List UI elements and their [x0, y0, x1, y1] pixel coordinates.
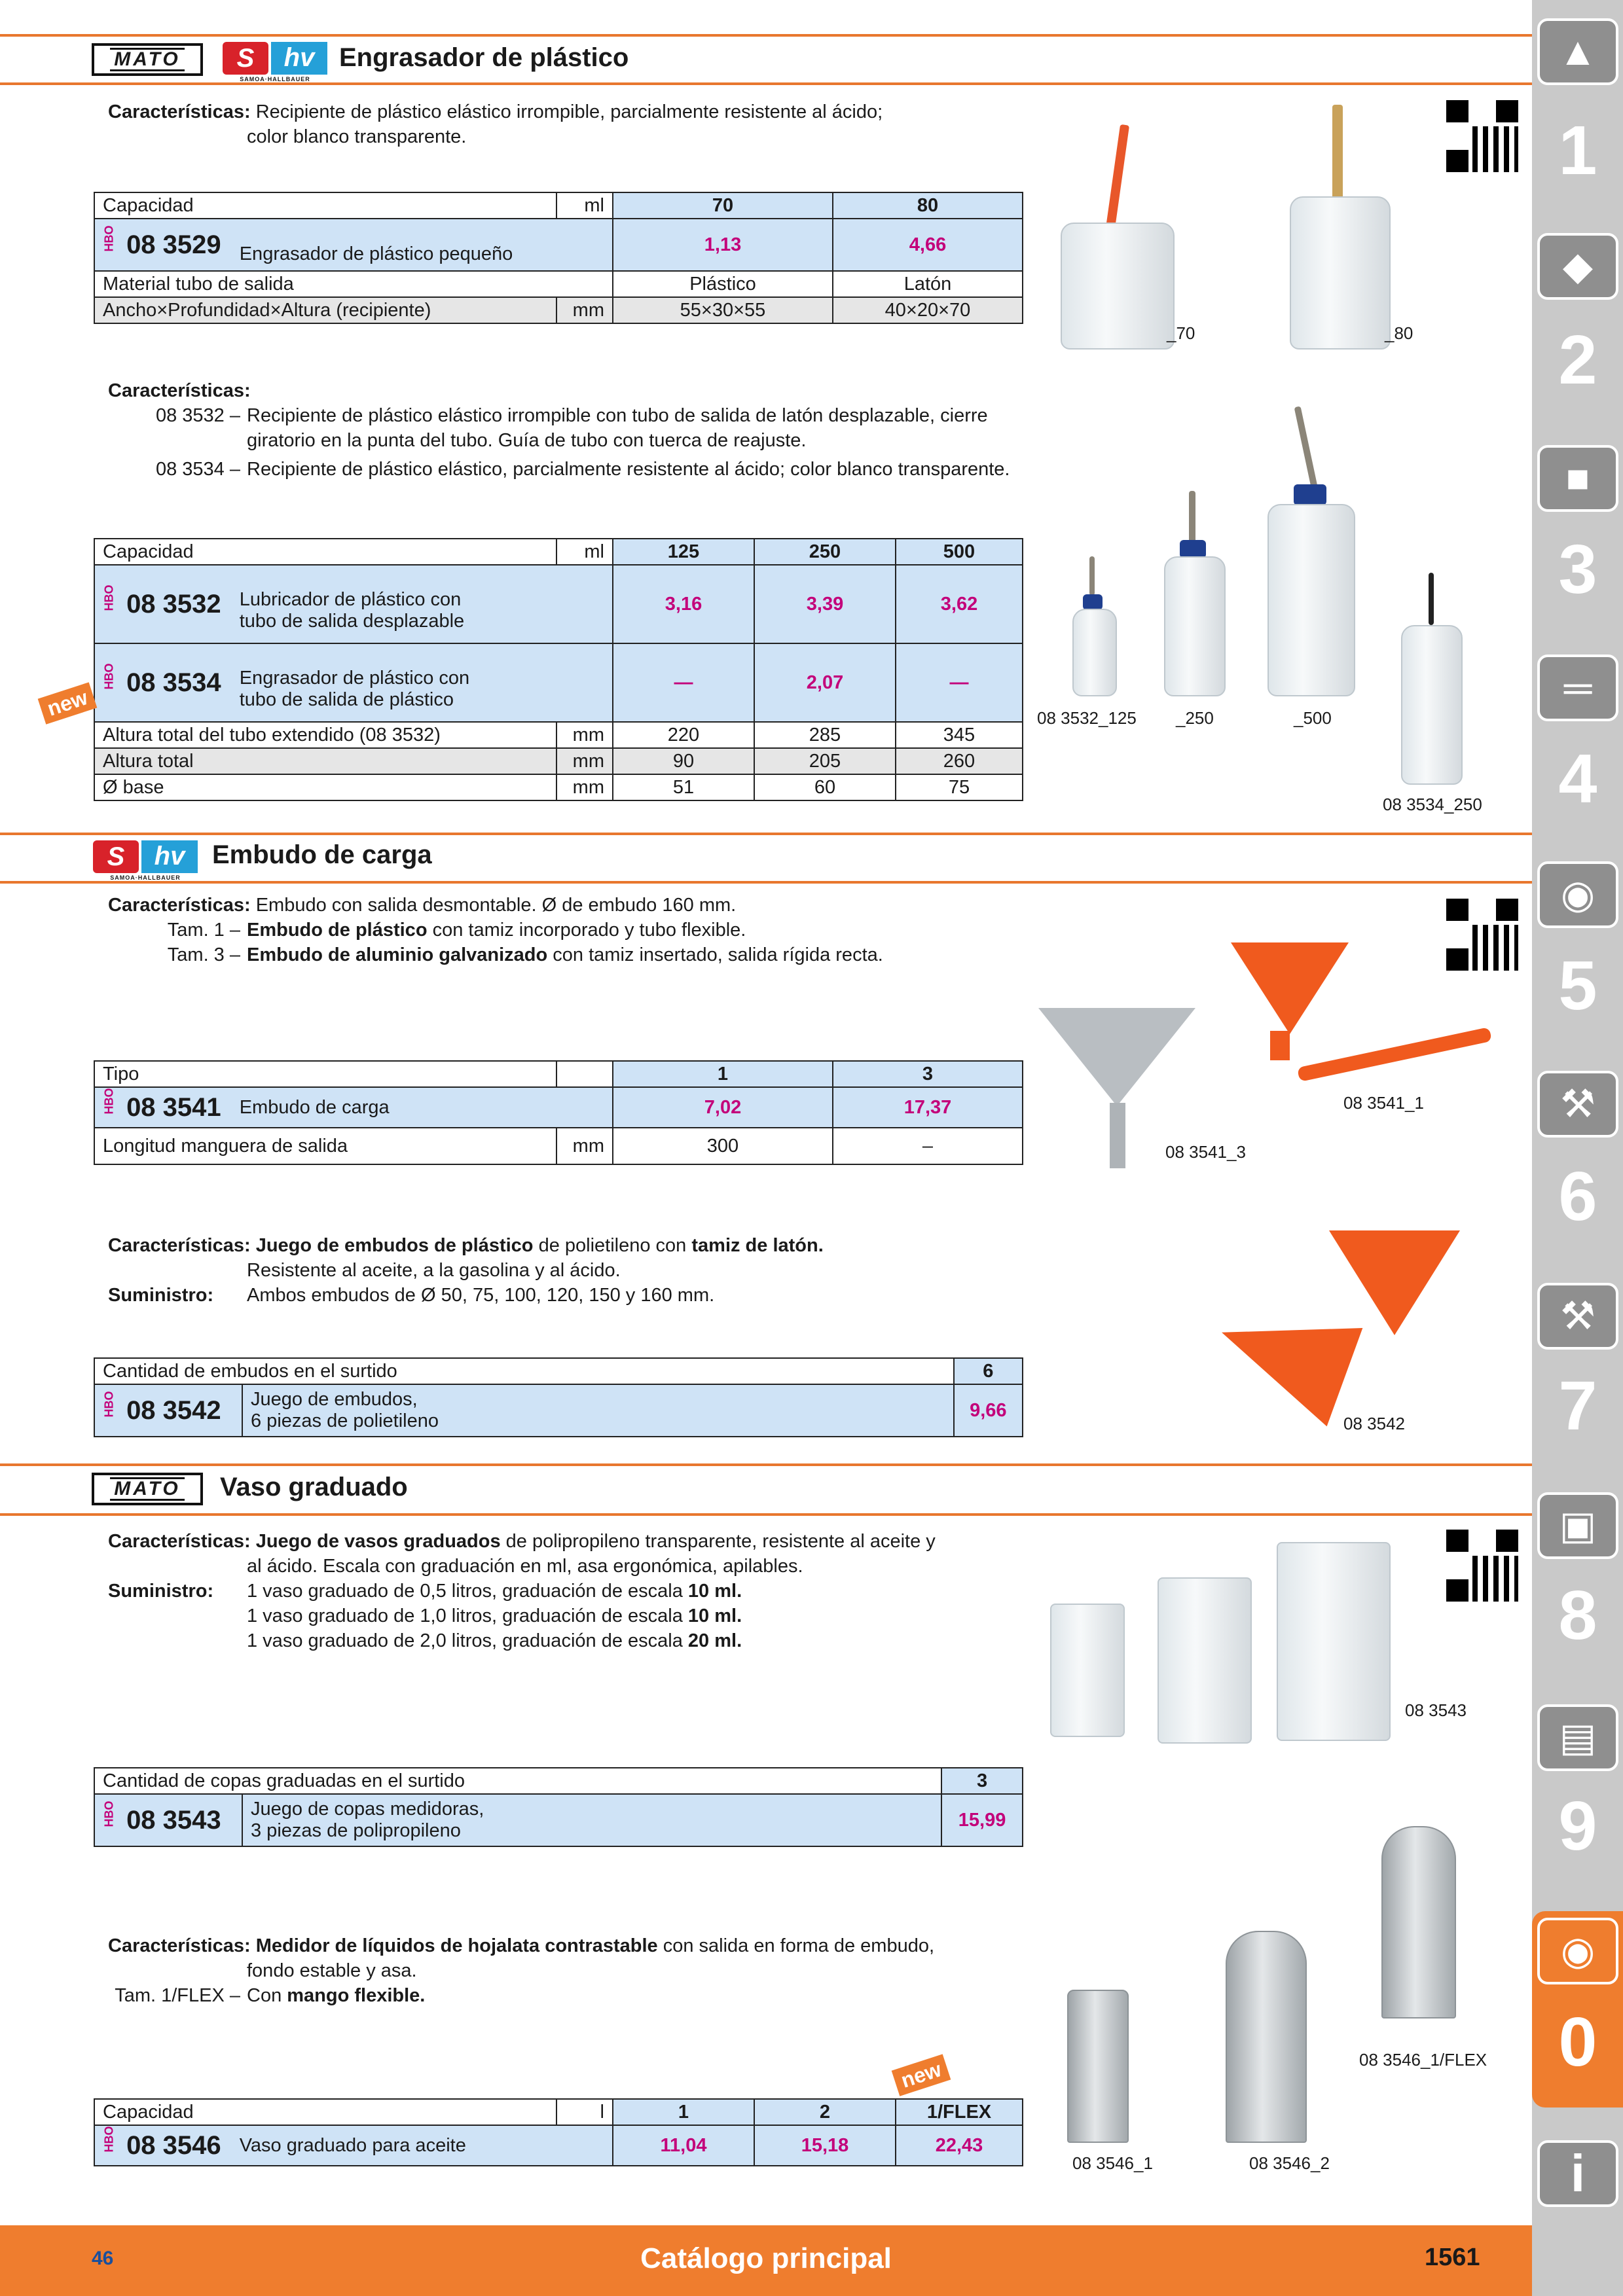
article-number: 08 3532: [126, 589, 221, 619]
qr-code[interactable]: [1444, 98, 1520, 174]
features-set: Características: Juego de embudos de plástico de polietileno con tamiz de latón. Resistente al aceite, a la gasolina y al ácido. Suministro: Ambos embudos de Ø 50, 75, 100, 120, 150 y 160 mm.: [108, 1235, 824, 1306]
price: —: [896, 643, 1023, 722]
info-icon[interactable]: i: [1537, 2140, 1618, 2207]
price: 2,07: [754, 643, 896, 722]
mato-logo: MATO: [92, 1473, 203, 1505]
image-label: 08 3532_125: [1037, 708, 1137, 728]
section-title: Embudo de carga: [212, 840, 432, 869]
product-table: Capacidad ml 70 80 HBO 08 3529 Engrasador de plástico pequeño 1,13 4,66 Material tubo de salida Plástico Latón Ancho×Profundidad×Altura (recipiente) mm 55×30×55 40×20×70: [94, 192, 1023, 324]
chapter-number: 9: [1558, 1787, 1597, 1865]
product-table: Tipo 1 3 HBO 08 3541 Embudo de carga 7,02 17,37 Longitud manguera de salida mm 300 –: [94, 1060, 1023, 1165]
price: 7,02: [613, 1087, 833, 1128]
chapter-number: 2: [1558, 321, 1597, 399]
product-row: HBO 08 3543: [94, 1794, 242, 1846]
saw-blade-icon[interactable]: ◉: [1537, 861, 1618, 928]
product-row: HBO 08 3546 Vaso graduado para aceite: [94, 2125, 613, 2166]
image-label: _250: [1176, 708, 1214, 728]
chapter-number: 7: [1558, 1367, 1597, 1444]
article-number: 08 3534: [126, 668, 221, 697]
section-divider: [0, 82, 1532, 85]
price: 11,04: [613, 2125, 754, 2166]
image-label: _80: [1385, 323, 1413, 343]
image-label: 08 3546_1: [1072, 2153, 1153, 2173]
price: 9,66: [954, 1384, 1023, 1437]
new-badge: new: [38, 682, 98, 724]
article-number: 08 3529: [126, 230, 221, 259]
features: Características: Recipiente de plástico elástico irrompible, parcialmente resistente al ácido; color blanco transparente.: [108, 101, 883, 147]
chuck-icon[interactable]: ■: [1537, 445, 1618, 512]
samoa-hallbauer-logo: S hv SAMOA·HALLBAUER: [223, 42, 327, 82]
image-label: 08 3541_1: [1343, 1093, 1424, 1113]
image-label: _70: [1167, 323, 1195, 343]
page-number-right: 1561: [1425, 2244, 1480, 2271]
image-label: 08 3541_3: [1165, 1142, 1246, 1162]
image-label: _500: [1294, 708, 1332, 728]
article-number: 08 3542: [126, 1395, 221, 1425]
features: Características: Embudo con salida desmontable. Ø de embudo 160 mm. Tam. 1 – Embudo de plástico con tamiz incorporado y tubo flexible. Tam. 3 – Embudo de aluminio galvanizado con tamiz insertado, salida rígida recta.: [108, 895, 883, 965]
drill-bit-icon[interactable]: ▲: [1537, 18, 1618, 85]
cutting-insert-icon[interactable]: ◆: [1537, 233, 1618, 300]
new-badge: new: [892, 2054, 951, 2096]
features: Características: Juego de vasos graduados de polipropileno transparente, resistente al aceite y al ácido. Escala con graduación en ml, asa ergonómica, apilables. Suministro: 1 vaso graduado de 0,5 litros, graduación de escala 10 ml. 1 vaso graduado de 1,0 litros, graduación de escala 10 ml. 1 vaso graduado de 2,0 litros, graduación de escala 20 ml.: [108, 1531, 936, 1651]
chapter-number: 6: [1558, 1158, 1597, 1235]
section-title: Engrasador de plástico: [339, 43, 629, 72]
section-divider: [0, 833, 1532, 835]
price: 15,99: [941, 1794, 1023, 1846]
section-title: Vaso graduado: [220, 1473, 408, 1501]
image-label: 08 3542: [1343, 1414, 1405, 1433]
caliper-icon[interactable]: ═: [1537, 655, 1618, 721]
section-divider: [0, 34, 1532, 37]
article-number: 08 3543: [126, 1805, 221, 1835]
price: 4,66: [833, 219, 1023, 271]
qr-code[interactable]: [1444, 1528, 1520, 1604]
product-table: Cantidad de copas graduadas en el surtido 3 HBO 08 3543 Juego de copas medidoras, 3 piezas de polipropileno 15,99: [94, 1767, 1023, 1847]
price: 15,18: [754, 2125, 896, 2166]
price: 1,13: [613, 219, 833, 271]
section-divider: [0, 1463, 1532, 1466]
catalog-title: Catálogo principal: [640, 2242, 892, 2274]
qr-code[interactable]: [1444, 897, 1520, 973]
product-table: Capacidad l 1 2 1/FLEX HBO 08 3546 Vaso graduado para aceite 11,04 15,18 22,43: [94, 2098, 1023, 2166]
page-number-left: 46: [92, 2248, 114, 2269]
chapter-number: 0: [1558, 2003, 1597, 2081]
article-number: 08 3541: [126, 1092, 221, 1122]
price: 3,16: [613, 565, 754, 643]
image-label: 08 3534_250: [1383, 795, 1482, 814]
product-table: Capacidad ml 125 250 500 HBO 08 3532 Lubricador de plástico con tubo de salida desplazable 3,16 3,39 3,62 HBO 08 3534 Engrasador de plástico con tubo de salida de plástico — 2,07 — Altura total del tubo extendido (08 3532) mm 220 285 345 Altura total mm 90 205 260 Ø base mm 51 60 75: [94, 538, 1023, 801]
footer-bar: [0, 2225, 1532, 2296]
pliers-hammer-icon[interactable]: ⚒: [1537, 1283, 1618, 1350]
features-2: Características: Medidor de líquidos de hojalata contrastable con salida en forma de embudo, fondo estable y asa. Tam. 1/FLEX – Con mango flexible.: [108, 1935, 935, 2006]
wrench-screwdriver-icon[interactable]: ⚒: [1537, 1071, 1618, 1138]
mato-logo: MATO: [92, 43, 203, 76]
product-table: Cantidad de embudos en el surtido 6 HBO 08 3542 Juego de embudos, 6 piezas de polietileno 9,66: [94, 1357, 1023, 1437]
chapter-number: 3: [1558, 531, 1597, 608]
product-row: HBO 08 3534 Engrasador de plástico con tubo de salida de plástico: [94, 643, 613, 722]
section-divider: [0, 1513, 1532, 1516]
price: —: [613, 643, 754, 722]
price: 3,39: [754, 565, 896, 643]
product-row: HBO 08 3532 Lubricador de plástico con tubo de salida desplazable: [94, 565, 613, 643]
toolbox-icon[interactable]: ▣: [1537, 1492, 1618, 1559]
product-row: HBO 08 3541 Embudo de carga: [94, 1087, 613, 1128]
price: 3,62: [896, 565, 1023, 643]
price: 22,43: [896, 2125, 1023, 2166]
price: 17,37: [833, 1087, 1023, 1128]
safety-glasses-icon[interactable]: ◉: [1537, 1918, 1618, 1984]
chapter-number: 4: [1558, 740, 1597, 817]
samoa-hallbauer-logo: S hv SAMOA·HALLBAUER: [93, 840, 198, 881]
chapter-number: 5: [1558, 947, 1597, 1024]
features-2: Características: 08 3532 – Recipiente de plástico elástico irrompible con tubo de salida de latón desplazable, cierre giratorio en la punta del tubo. Guía de tubo con tuerca de reajuste. 08 3534 – Recipiente de plástico elástico, parcialmente resistente al ácido; color blanco transparente.: [108, 380, 1010, 480]
cabinet-icon[interactable]: ▤: [1537, 1704, 1618, 1771]
article-number: 08 3546: [126, 2130, 221, 2160]
section-divider: [0, 881, 1532, 884]
product-row: HBO 08 3542: [94, 1384, 242, 1437]
image-label: 08 3546_2: [1249, 2153, 1330, 2173]
product-row: HBO 08 3529 Engrasador de plástico pequeño: [94, 219, 613, 271]
chapter-number: 1: [1558, 112, 1597, 189]
image-label: 08 3543: [1405, 1700, 1467, 1720]
chapter-number: 8: [1558, 1577, 1597, 1654]
image-label: 08 3546_1/FLEX: [1359, 2050, 1487, 2070]
